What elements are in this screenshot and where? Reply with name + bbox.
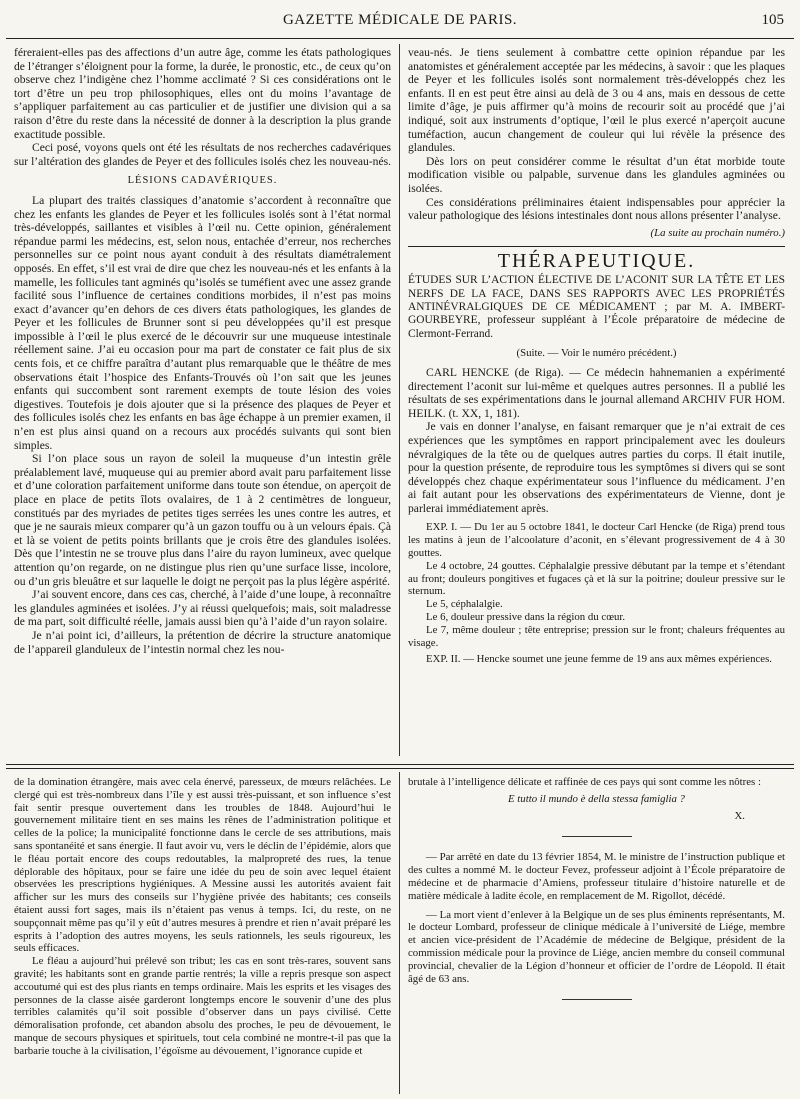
bottom-right-column bbox=[408, 776, 785, 1094]
column-divider bbox=[399, 44, 400, 756]
quote: E tutto il mundo è della stessa famiglia ? bbox=[508, 792, 685, 805]
paragraph: La plupart des traités classiques d’anatomie s’accordent à reconnaître que chez les enfants les glandes de Peyer et les follicules isolés sont à l’état normal très-développés, saillantes et visibles à l’œil nu. Cette opinion, généralement répandue parmi les médecins, est, selon nous, entachée d’erreur, nos recherches personnelles sur ce point nous ayant conduit à des résultats diamétralement opposés. En effet, s’il est vrai de dire que chez les nouveau-nés et les enfants à la mamelle, les follicules tant agminés qu’isolés se tuméfient avec une assez grande facilité sous l’influence de certaines conditions morbides, il n’est pas moins exact d’avancer qu’en dehors de ces divers états pathologiques, les glandes de Peyer et les follicules de Brunner sont si peu développées qu’il est presque impossible à l’œil le plus exercé de le découvrir sur une muqueuse intestinale réellement saine. J’ai eu occasion pour ma part de constater ce fait plus de six cents fois, et ce chiffre paraîtra d’autant plus remarquable que le théâtre de mes observations était l’hospice des Enfants-Trouvés où l’on sait que les jeunes enfants qui succombent sont rarement exempts de toute lésion des voies digestives. Toutefois je dois ajouter que si la présence des plaques de Peyer et des follicules isolés chez les enfants en bas âge échappe à un premier examen, il n’en est plus ainsi quand on a recours aux procédés suivants qui sont bien simples. bbox=[14, 193, 391, 452]
signature: X. bbox=[734, 809, 745, 822]
experiment-entry: EXP. II. — Hencke soumet une jeune femme de 19 ans aux mêmes expériences. bbox=[426, 653, 772, 666]
paragraph: Si l’on place sous un rayon de soleil la muqueuse d’un intestin grêle préalablement lavé, muqueuse qui au premier abord avait paru parfaitement lisse et d’une coloration parfaitement uniforme dans toute son étendue, on aperçoit de place en place de petits îlots ovalaires, de 1 à 2 centimètres de longueur, constitués par des myriades de petites tiges serrées les unes contre les autres, et que je ne saurais mieux comparer qu’à un gazon touffu ou à un velours épais. Çà et là se voient de petits points brillants que je crois être des glandules isolées. Dès que l’intestin ne se trouve plus dans l’aire du rayon lumineux, avec quelque attention qu’on regarde, on ne distingue plus rien qu’une surface lisse, incolore, ou d’un gris bleuâtre et sur laquelle le doigt ne perçoit pas la plus légère aspérité. bbox=[14, 452, 391, 588]
section-heading: LÉSIONS CADAVÉRIQUES. bbox=[127, 175, 278, 187]
paragraph: — La mort vient d’enlever à la Belgique un de ses plus éminents représentants, M. le docteur Lombard, professeur de clinique médicale à l’université de Liége, membre et ancien vice-président de l’Académie de médecine de Belgique, président de la commission médicale pour la province de Liége, ancien membre du conseil communal provincial, chevalier de la Légion d’honneur et officier de l’ordre de Léopold. Il était âgé de 63 ans. bbox=[408, 908, 785, 985]
column-divider bbox=[399, 772, 400, 1094]
separator bbox=[562, 999, 632, 1000]
paragraph: Ceci posé, voyons quels ont été les résultats de nos recherches cadavériques sur l’altération des glandes de Peyer et des follicules isolés chez les nouveau-nés. bbox=[14, 141, 391, 168]
continuation-note: (Suite. — Voir le numéro précédent.) bbox=[516, 347, 677, 360]
page-number: 105 bbox=[761, 12, 784, 28]
paragraph: J’ai souvent encore, dans ces cas, cherché, à l’aide d’une loupe, à reconnaître les glandules agminées et isolées. J’y ai réussi quelquefois; mais, soit maladresse de ma part, soit difficulté réelle, jamais aussi bien qu’à l’aide d’un rayon solaire. bbox=[14, 588, 391, 629]
bottom-left-column bbox=[14, 776, 391, 1094]
feuilleton-rule-2 bbox=[6, 768, 794, 769]
feuilleton-rule bbox=[6, 764, 794, 765]
experiment-entry: Le 5, céphalalgie. bbox=[426, 598, 503, 611]
paragraph: veau-nés. Je tiens seulement à combattre cette opinion répandue par les anatomistes et généralement acceptée par les médecins, à savoir : que les plaques de Peyer et les follicules isolés sont normalement très-développés chez les enfants. Il en est peut être ainsi au delà de 3 ou 4 ans, mais en dessous de cette limite d’âge, je puis affirmer qu’à moins de recourir soit au procédé que j’ai indiqué, soit aux instruments d’optique, l’œil le plus exercé n’aperçoit aucune tuméfaction, aucun changement de couleur qui lui révèle la présence des glandules. bbox=[408, 46, 785, 155]
left-column bbox=[14, 46, 391, 754]
experiment-entry: Le 7, même douleur ; tête entreprise; pression sur le front; chaleurs fréquentes au visage. bbox=[408, 623, 785, 649]
experiment-entry: Le 6, douleur pressive dans la région du cœur. bbox=[426, 611, 626, 624]
section-rule bbox=[408, 246, 785, 247]
continued-note: (La suite au prochain numéro.) bbox=[650, 226, 785, 239]
section-title: THÉRAPEUTIQUE. bbox=[497, 249, 696, 272]
paragraph: CARL HENCKE (de Riga). — Ce médecin hahnemanien a expérimenté directement l’aconit sur lui-même et quelques autres personnes. Il a publié les résultats de ses expérimentations dans le journal allemand ARCHIV FUR HOM. HEILK. (t. XX, 1, 181). bbox=[408, 365, 785, 420]
experiment-entry: EXP. I. — Du 1er au 5 octobre 1841, le docteur Carl Hencke (de Riga) prend tous les matins à jeun de l’alcoolature d’aconit, en s’élevant progressivement de 4 à 30 gouttes. bbox=[408, 521, 785, 560]
separator bbox=[562, 836, 632, 837]
paragraph: Le fléau a aujourd’hui prélevé son tribut; les cas en sont très-rares, souvent sans gravité; les habitants sont en grande partie rentrés; la ville a repris presque son aspect accoutumé qui est des plus riants en temps ordinaire. Mais les esprits et les visages des personnes de la classe aisée garderont longtemps encore le souvenir d’une des plus terribles calamités qu’il soit possible d’observer dans un pays civilisé. Cette démoralisation profonde, cet abandon absolu des proches, le peu de dévouement, le manque de secours physiques et spirituels, tout cela combiné ne montre-t-il pas que la barbarie touche à la civilisation, l’égoïsme au dévouement, l’ignorance cupide et bbox=[14, 955, 391, 1057]
paragraph: Ces considérations préliminaires étaient indispensables pour apprécier la valeur pathologique des lésions intestinales dont nous allons présenter l’analyse. bbox=[408, 195, 785, 223]
paragraph: Dès lors on peut considérer comme le résultat d’un état morbide toute modification visible ou palpable, survenue dans les glandules agminées ou isolées. bbox=[408, 154, 785, 195]
header-rule bbox=[6, 38, 794, 39]
paragraph: Je vais en donner l’analyse, en faisant remarquer que je n’ai extrait de ces expériences que les symptômes en rapport principalement avec les douleurs névralgiques de la tête ou de quelques autres parties du corps. Il était inutile, pour la question présente, de reproduire tous les symptômes si divers qui se sont développés chez chaque expérimentateur sous l’influence du médicament. J’en ai fait autant pour les observations des expérimentateurs de Vienne, dont je parlerai immédiatement après. bbox=[408, 420, 785, 515]
paragraph: brutale à l’intelligence délicate et raffinée de ces pays qui sont comme les nôtres : bbox=[408, 776, 761, 788]
right-column bbox=[408, 46, 785, 754]
page-header bbox=[0, 12, 800, 36]
running-title: GAZETTE MÉDICALE DE PARIS. bbox=[282, 12, 518, 28]
article-title: ÉTUDES SUR L’ACTION ÉLECTIVE DE L’ACONIT SUR LA TÊTE ET LES NERFS DE LA FACE, DANS SES RAPPORTS AVEC LES PROPRIÉTÉS ANTINÉVRALGIQUES DE CE MÉDICAMENT ; par M. A. IMBERT-GOURBEYRE, professeur suppléant à l’École préparatoire de médecine de Clermont-Ferrand. bbox=[408, 274, 785, 340]
experiment-entry: Le 4 octobre, 24 gouttes. Céphalalgie pressive débutant par la tempe et s’étendant au front; douleurs pongitives et fugaces çà et là sur la poitrine; douleur pressive sur le sternum. bbox=[408, 559, 785, 598]
paragraph: féreraient-elles pas des affections d’un autre âge, comme les états pathologiques de l’étranger s’éloignent pour la forme, la durée, le pronostic, etc., de ceux qu’on observe chez l’indigène chez l’homme acclimaté ? Si ces considérations ont le tort d’être un peu trop philosophiques, elles ont du moins l’avantage de s’appliquer parfaitement au cas particulier et de justifier une division qui a sa raison d’être du reste dans la nécessité de donner à la description la plus grande exactitude possible. bbox=[14, 46, 391, 141]
paragraph: de la domination étrangère, mais avec cela énervé, paresseux, de mœurs relâchées. Le clergé qui est très-nombreux dans l’île y est aussi très-puissant, et son influence s’est fait sentir presque ouvertement dans les troubles de 1848. Aujourd’hui le gouvernement militaire tient en ses mains les rênes de l’administration politique et celles de la police; la municipalité fonctionne dans le cercle de ses attributions, mais sans spontanéité et sans énergie. Il faut avoir vu, vers le déclin de l’épidémie, alors que le fléau portait encore des coups redoutables, la malpropreté des rues, la tenue déplorable des hôpitaux, pour se faire une idée du peu de soin avec lequel étaient observées les prescriptions hygiéniques. A Messine aussi les autorités avaient fait afficher sur les murs des conseils sur l’hygiène privée des habitants; ces conseils étaient aussi fort sages, mais ils n’étaient pas venus à temps. Ici, du reste, on ne soupçonnait même pas qu’il y eût d’autres mesures à prendre et rien n’avait préparé les esprits à l’adoption des autres moyens, les seuls rationnels, les seuls rigoureux, les seuls efficaces. bbox=[14, 776, 391, 955]
paragraph: — Par arrêté en date du 13 février 1854, M. le ministre de l’instruction publique et des cultes a nommé M. le docteur Fevez, professeur adjoint à l’École préparatoire de médecine et de pharmacie d’Amiens, professeur titulaire d’histoire naturelle et de matière médicale à ladite école, en remplacement de M. Rigollot, décédé. bbox=[408, 851, 785, 902]
paragraph: Je n’ai point ici, d’ailleurs, la prétention de décrire la structure anatomique de l’appareil glanduleux de l’intestin normal chez les nou- bbox=[14, 628, 391, 656]
